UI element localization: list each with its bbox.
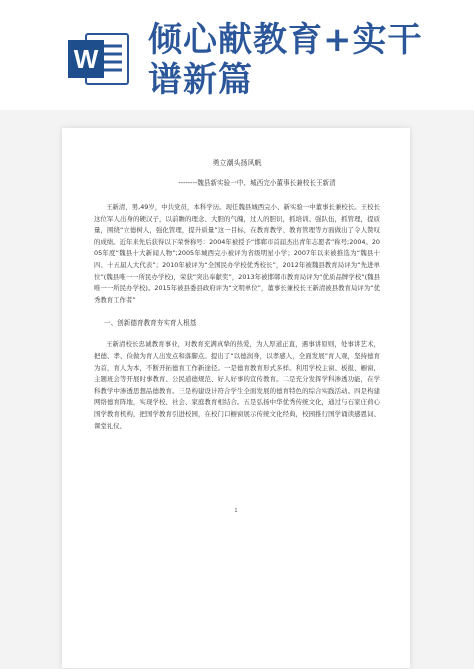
document-subtitle: --------魏县新实验一中、城西完小董事长兼校长王新清 xyxy=(178,179,336,187)
document-body xyxy=(94,158,380,432)
section-heading: 一、创新德育教育夯实育人根基 xyxy=(104,319,197,328)
header-banner xyxy=(0,0,474,110)
word-icon-letter: W xyxy=(73,44,99,74)
banner-title xyxy=(148,20,468,100)
word-icon xyxy=(66,30,132,88)
section-paragraph: 王新清校长忠诚教育事业，对教育充满真挚的热爱，为人厚道正直，遇事讲原则，处事讲艺术，把德、孝、俭做为育人出发点和落脚点。提出了“以德润身，以孝感人，全面发展”育人观，坚持德育为首，育人为本，不断开拓德育工作新途径。一是德育教育形式多样。利用学校主窗、板报、橱窗，主题班会等开展时事教育、公民道德规范、好人好事的宣传教育。二是充分发挥学科渗透功能，在学科教学中渗透思想品德教育。三是构建设计符合学生全面发展的德育特色的综合实践活动。四是构建网络德育阵地，实现学校、社会、家庭教育相结合。五是弘扬中华优秀传统文化，通过与石家庄荷心国学教育机构，把国学教育引进校园，在校门口橱窗展示传统文化经典，校园推行国学诵读感恩词、课堂礼仪、 xyxy=(94,340,380,430)
page-number: 1 xyxy=(234,508,238,514)
document-title: 勇立潮头扬风帆 xyxy=(212,159,262,167)
banner-title-line1: 倾心献教育+实干 xyxy=(148,20,423,60)
document-page xyxy=(62,128,410,668)
banner-title-line2: 谱新篇 xyxy=(148,60,253,100)
intro-paragraph: 王新清，男,49岁，中共党员，本科学历。现任魏县城西完小、新实验一中董事长兼校长。王校长这位军人出身的硬汉子，以前瞻的理念、大胆的气魄，过人的胆识，抓培训、强队伍，抓管理，提质量，围绕“立德树人，强化管理，提升质量”这一目标，在教育教学、教育管理等方面做出了令人赞叹的成绩。近年来先后获得以下荣誉称号：2004年被授予“邯郸市首届杰出青年志愿者”称号;2004。2005年度“魏县十大新闻人物”;2005年城西完小被评为省级明星小学；2007年以来被推选为“魏县十四、十五届人大代表”；2010年被评为“全国民办学校优秀校长”，2012年被魏县教育局评为“先进单位”(魏县唯一一所民办学校)，荣获“突出奉献奖”，2013年被邯郸市教育局评为“优质品牌学校”(魏县唯一一所民办学校)。2015年被县委县政府评为“文明单位”，董事长兼校长王新清被县教育局评为“优秀教育工作者” xyxy=(94,203,380,304)
